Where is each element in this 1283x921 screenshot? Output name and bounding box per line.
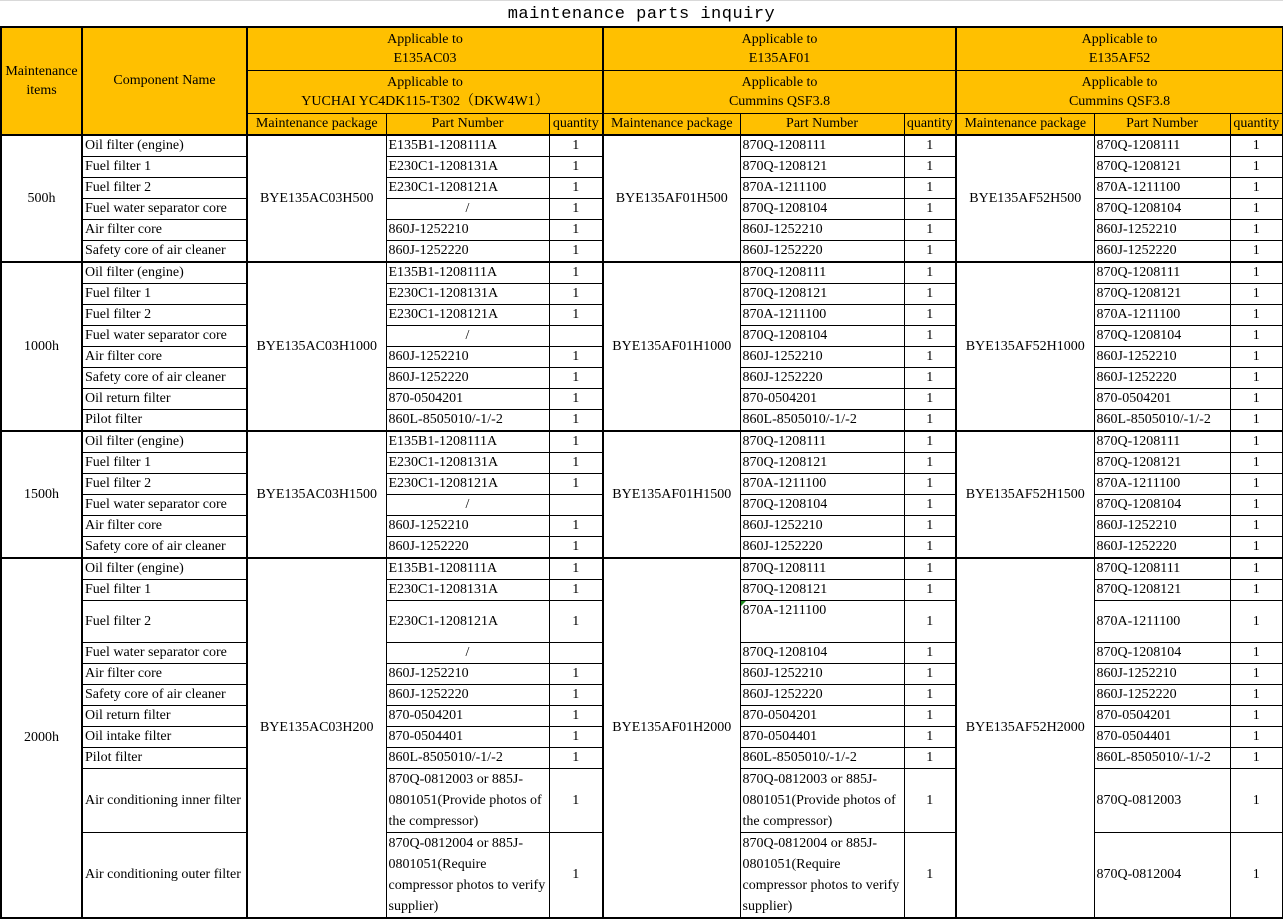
part-number: 870-0504201 — [1094, 389, 1230, 410]
quantity: 1 — [1230, 410, 1283, 432]
quantity: 1 — [1230, 495, 1283, 516]
quantity: 1 — [904, 516, 956, 537]
header-engine-1: Applicable to YUCHAI YC4DK115-T302（DKW4W1） — [247, 71, 603, 114]
part-number: 870Q-1208111 — [740, 431, 904, 453]
part-number: 860J-1252210 — [386, 220, 549, 241]
component-name: Oil return filter — [82, 706, 247, 727]
quantity: 1 — [904, 474, 956, 495]
part-number: 870Q-0812003 — [1094, 769, 1230, 833]
part-number: 870Q-1208111 — [740, 558, 904, 580]
quantity: 1 — [904, 727, 956, 748]
quantity: 1 — [549, 157, 603, 178]
part-number: 870-0504201 — [740, 706, 904, 727]
component-name: Oil intake filter — [82, 727, 247, 748]
quantity: 1 — [904, 558, 956, 580]
quantity: 1 — [1230, 368, 1283, 389]
quantity: 1 — [1230, 326, 1283, 347]
part-number: 870-0504401 — [1094, 727, 1230, 748]
quantity: 1 — [904, 326, 956, 347]
part-number: 860J-1252220 — [386, 241, 549, 263]
quantity: 1 — [549, 284, 603, 305]
quantity: 1 — [549, 664, 603, 685]
part-number: 860L-8505010/-1/-2 — [386, 748, 549, 769]
component-name: Air conditioning inner filter — [82, 769, 247, 833]
subheader-package-1: Maintenance package — [247, 114, 386, 136]
component-name: Air filter core — [82, 220, 247, 241]
component-name: Fuel filter 1 — [82, 580, 247, 601]
header-model-2: Applicable to E135AF01 — [603, 27, 956, 71]
quantity: 1 — [904, 199, 956, 220]
quantity: 1 — [549, 220, 603, 241]
part-number: 870A-1211100 — [740, 474, 904, 495]
part-number: 870A-1211100 — [740, 305, 904, 326]
quantity: 1 — [904, 580, 956, 601]
component-name: Oil filter (engine) — [82, 431, 247, 453]
component-name: Oil return filter — [82, 389, 247, 410]
component-name: Air filter core — [82, 347, 247, 368]
part-number: E230C1-1208131A — [386, 453, 549, 474]
table-row — [1, 558, 1283, 580]
component-name: Safety core of air cleaner — [82, 685, 247, 706]
part-number: E230C1-1208121A — [386, 601, 549, 643]
quantity: 1 — [904, 748, 956, 769]
quantity: 1 — [1230, 389, 1283, 410]
maintenance-interval: 2000h — [1, 558, 82, 918]
part-number: E230C1-1208131A — [386, 284, 549, 305]
quantity: 1 — [549, 453, 603, 474]
quantity: 1 — [549, 727, 603, 748]
quantity: 1 — [549, 178, 603, 199]
component-name: Fuel filter 1 — [82, 284, 247, 305]
component-name: Safety core of air cleaner — [82, 241, 247, 263]
quantity: 1 — [1230, 748, 1283, 769]
quantity: 1 — [904, 706, 956, 727]
component-name: Oil filter (engine) — [82, 262, 247, 284]
quantity: 1 — [1230, 157, 1283, 178]
quantity: 1 — [904, 157, 956, 178]
part-number: 870Q-1208111 — [1094, 135, 1230, 157]
part-number: 870Q-0812003 or 885J-0801051(Provide photos of the compressor) — [740, 769, 904, 833]
maintenance-package: BYE135AF52H2000 — [956, 558, 1094, 918]
quantity: 1 — [904, 389, 956, 410]
component-name: Fuel filter 2 — [82, 474, 247, 495]
part-number: 870Q-1208121 — [740, 157, 904, 178]
quantity: 1 — [1230, 537, 1283, 559]
component-name: Fuel filter 2 — [82, 178, 247, 199]
maintenance-package: BYE135AF01H500 — [603, 135, 740, 262]
component-name: Fuel water separator core — [82, 643, 247, 664]
quantity: 1 — [1230, 706, 1283, 727]
maintenance-package: BYE135AF52H1500 — [956, 431, 1094, 558]
part-number: 870Q-1208104 — [740, 495, 904, 516]
quantity: 1 — [1230, 664, 1283, 685]
part-number: 870-0504201 — [386, 389, 549, 410]
quantity: 1 — [549, 516, 603, 537]
maintenance-interval: 500h — [1, 135, 82, 262]
quantity: 1 — [904, 347, 956, 368]
part-number: E230C1-1208131A — [386, 157, 549, 178]
part-number: 860L-8505010/-1/-2 — [386, 410, 549, 432]
quantity: 1 — [904, 833, 956, 919]
part-number: 860J-1252220 — [1094, 537, 1230, 559]
part-number: 870A-1211100 — [740, 178, 904, 199]
part-number: 860J-1252210 — [740, 220, 904, 241]
part-number: 860J-1252220 — [386, 685, 549, 706]
component-name: Oil filter (engine) — [82, 558, 247, 580]
part-number: 870Q-1208104 — [740, 199, 904, 220]
subheader-package-3: Maintenance package — [956, 114, 1094, 136]
part-number: 870Q-1208111 — [1094, 262, 1230, 284]
part-number: 860J-1252210 — [386, 347, 549, 368]
quantity: 1 — [904, 537, 956, 559]
part-number: 860J-1252220 — [1094, 685, 1230, 706]
part-number: E135B1-1208111A — [386, 558, 549, 580]
subheader-package-2: Maintenance package — [603, 114, 740, 136]
quantity — [549, 495, 603, 516]
part-number: 860J-1252220 — [740, 241, 904, 263]
quantity: 1 — [1230, 453, 1283, 474]
part-number: 870A-1211100 — [1094, 601, 1230, 643]
quantity: 1 — [549, 199, 603, 220]
part-number: 870A-1211100 — [740, 601, 904, 643]
quantity: 1 — [549, 537, 603, 559]
component-name: Oil filter (engine) — [82, 135, 247, 157]
maintenance-package: BYE135AC03H1000 — [247, 262, 386, 431]
header-component-name: Component Name — [82, 27, 247, 135]
quantity: 1 — [549, 389, 603, 410]
maintenance-parts-table — [0, 26, 1283, 919]
part-number: E230C1-1208121A — [386, 305, 549, 326]
quantity: 1 — [904, 241, 956, 263]
quantity: 1 — [549, 769, 603, 833]
subheader-quantity-1: quantity — [549, 114, 603, 136]
part-number: 870Q-1208121 — [1094, 284, 1230, 305]
maintenance-package: BYE135AC03H200 — [247, 558, 386, 918]
sheet-title: maintenance parts inquiry — [0, 0, 1283, 26]
maintenance-package: BYE135AF01H1000 — [603, 262, 740, 431]
quantity: 1 — [549, 431, 603, 453]
component-name: Safety core of air cleaner — [82, 368, 247, 389]
part-number: 870Q-1208104 — [1094, 326, 1230, 347]
component-name: Fuel filter 1 — [82, 453, 247, 474]
quantity: 1 — [1230, 769, 1283, 833]
quantity — [549, 326, 603, 347]
component-name: Fuel water separator core — [82, 495, 247, 516]
part-number: 860J-1252220 — [386, 537, 549, 559]
quantity: 1 — [1230, 305, 1283, 326]
quantity: 1 — [549, 558, 603, 580]
part-number: 870Q-1208121 — [1094, 580, 1230, 601]
quantity: 1 — [549, 241, 603, 263]
part-number: 860J-1252210 — [1094, 347, 1230, 368]
part-number: 870Q-1208104 — [740, 326, 904, 347]
quantity: 1 — [904, 262, 956, 284]
part-number: 860J-1252220 — [386, 368, 549, 389]
part-number: 870A-1211100 — [1094, 474, 1230, 495]
part-number: 860J-1252220 — [1094, 368, 1230, 389]
part-number: 870-0504201 — [1094, 706, 1230, 727]
part-number: 860J-1252210 — [386, 516, 549, 537]
header-model-3: Applicable to E135AF52 — [956, 27, 1283, 71]
part-number: E135B1-1208111A — [386, 431, 549, 453]
part-number: 860J-1252210 — [740, 516, 904, 537]
maintenance-package: BYE135AC03H1500 — [247, 431, 386, 558]
part-number: 860J-1252220 — [740, 685, 904, 706]
maintenance-package: BYE135AF52H1000 — [956, 262, 1094, 431]
part-number: 870-0504401 — [740, 727, 904, 748]
quantity: 1 — [904, 769, 956, 833]
part-number: 860L-8505010/-1/-2 — [740, 748, 904, 769]
quantity: 1 — [549, 368, 603, 389]
component-name: Fuel water separator core — [82, 199, 247, 220]
quantity: 1 — [1230, 516, 1283, 537]
part-number: 860L-8505010/-1/-2 — [1094, 410, 1230, 432]
part-number: E230C1-1208131A — [386, 580, 549, 601]
part-number: / — [386, 643, 549, 664]
quantity: 1 — [904, 135, 956, 157]
component-name: Safety core of air cleaner — [82, 537, 247, 559]
subheader-quantity-3: quantity — [1230, 114, 1283, 136]
quantity: 1 — [904, 305, 956, 326]
component-name: Fuel filter 2 — [82, 305, 247, 326]
quantity: 1 — [1230, 431, 1283, 453]
quantity: 1 — [549, 474, 603, 495]
part-number: 870Q-0812004 or 885J-0801051(Require compressor photos to verify supplier) — [740, 833, 904, 919]
quantity: 1 — [1230, 580, 1283, 601]
quantity: 1 — [904, 685, 956, 706]
part-number: 870Q-1208111 — [740, 262, 904, 284]
quantity: 1 — [1230, 178, 1283, 199]
part-number: 870Q-0812003 or 885J-0801051(Provide photos of the compressor) — [386, 769, 549, 833]
quantity: 1 — [1230, 199, 1283, 220]
part-number: E230C1-1208121A — [386, 474, 549, 495]
quantity: 1 — [549, 347, 603, 368]
subheader-part-number-1: Part Number — [386, 114, 549, 136]
part-number: 870Q-0812004 — [1094, 833, 1230, 919]
quantity: 1 — [1230, 685, 1283, 706]
quantity: 1 — [549, 748, 603, 769]
quantity: 1 — [1230, 347, 1283, 368]
quantity: 1 — [904, 284, 956, 305]
component-name: Fuel water separator core — [82, 326, 247, 347]
part-number: / — [386, 495, 549, 516]
quantity: 1 — [904, 410, 956, 432]
maintenance-package: BYE135AC03H500 — [247, 135, 386, 262]
quantity: 1 — [904, 220, 956, 241]
quantity: 1 — [1230, 474, 1283, 495]
component-name: Air filter core — [82, 516, 247, 537]
part-number: E230C1-1208121A — [386, 178, 549, 199]
quantity: 1 — [1230, 727, 1283, 748]
quantity: 1 — [904, 431, 956, 453]
quantity: 1 — [549, 262, 603, 284]
maintenance-interval: 1000h — [1, 262, 82, 431]
maintenance-interval: 1500h — [1, 431, 82, 558]
part-number: 860J-1252210 — [1094, 220, 1230, 241]
part-number: 860J-1252210 — [1094, 664, 1230, 685]
quantity: 1 — [549, 580, 603, 601]
part-number: 870Q-0812004 or 885J-0801051(Require compressor photos to verify supplier) — [386, 833, 549, 919]
subheader-part-number-3: Part Number — [1094, 114, 1230, 136]
subheader-part-number-2: Part Number — [740, 114, 904, 136]
table-row — [1, 262, 1283, 284]
part-number: 860J-1252220 — [740, 537, 904, 559]
part-number: 870A-1211100 — [1094, 305, 1230, 326]
part-number: 870Q-1208104 — [1094, 495, 1230, 516]
table-row — [1, 135, 1283, 157]
quantity: 1 — [549, 410, 603, 432]
part-number: 870Q-1208121 — [740, 284, 904, 305]
quantity: 1 — [904, 495, 956, 516]
part-number: 870Q-1208104 — [1094, 643, 1230, 664]
part-number: 870-0504201 — [386, 706, 549, 727]
part-number: 860L-8505010/-1/-2 — [740, 410, 904, 432]
quantity: 1 — [1230, 643, 1283, 664]
header-engine-2: Applicable to Cummins QSF3.8 — [603, 71, 956, 114]
quantity: 1 — [549, 601, 603, 643]
quantity: 1 — [549, 833, 603, 919]
quantity: 1 — [1230, 220, 1283, 241]
quantity: 1 — [904, 453, 956, 474]
part-number: 870Q-1208111 — [1094, 431, 1230, 453]
part-number: 860J-1252210 — [740, 347, 904, 368]
header-model-1: Applicable to E135AC03 — [247, 27, 603, 71]
part-number: 870-0504201 — [740, 389, 904, 410]
maintenance-package: BYE135AF01H1500 — [603, 431, 740, 558]
table-body — [1, 135, 1283, 918]
part-number: 860J-1252220 — [740, 368, 904, 389]
part-number: 870-0504401 — [386, 727, 549, 748]
part-number: 860J-1252210 — [386, 664, 549, 685]
quantity: 1 — [1230, 558, 1283, 580]
part-number: E135B1-1208111A — [386, 135, 549, 157]
part-number: / — [386, 199, 549, 220]
quantity: 1 — [1230, 833, 1283, 919]
part-number: 870A-1211100 — [1094, 178, 1230, 199]
quantity: 1 — [1230, 601, 1283, 643]
maintenance-package: BYE135AF52H500 — [956, 135, 1094, 262]
quantity: 1 — [549, 685, 603, 706]
quantity: 1 — [549, 135, 603, 157]
quantity: 1 — [904, 643, 956, 664]
quantity: 1 — [904, 178, 956, 199]
part-number: 870Q-1208111 — [740, 135, 904, 157]
header-engine-3: Applicable to Cummins QSF3.8 — [956, 71, 1283, 114]
part-number: 870Q-1208121 — [1094, 157, 1230, 178]
quantity: 1 — [1230, 135, 1283, 157]
quantity: 1 — [1230, 262, 1283, 284]
component-name: Pilot filter — [82, 748, 247, 769]
header-maintenance-items: Maintenance items — [1, 27, 82, 135]
quantity: 1 — [549, 305, 603, 326]
part-number: / — [386, 326, 549, 347]
quantity: 1 — [904, 664, 956, 685]
part-number: 860J-1252210 — [1094, 516, 1230, 537]
quantity: 1 — [904, 601, 956, 643]
part-number: 870Q-1208121 — [740, 453, 904, 474]
quantity — [549, 643, 603, 664]
component-name: Pilot filter — [82, 410, 247, 432]
part-number: 870Q-1208111 — [1094, 558, 1230, 580]
quantity: 1 — [904, 368, 956, 389]
component-name: Air filter core — [82, 664, 247, 685]
subheader-quantity-2: quantity — [904, 114, 956, 136]
quantity: 1 — [1230, 284, 1283, 305]
quantity: 1 — [549, 706, 603, 727]
maintenance-package: BYE135AF01H2000 — [603, 558, 740, 918]
component-name: Air conditioning outer filter — [82, 833, 247, 919]
part-number: 860J-1252210 — [740, 664, 904, 685]
part-number: 870Q-1208104 — [740, 643, 904, 664]
part-number: 870Q-1208104 — [1094, 199, 1230, 220]
part-number: 870Q-1208121 — [1094, 453, 1230, 474]
table-row — [1, 431, 1283, 453]
part-number: 860L-8505010/-1/-2 — [1094, 748, 1230, 769]
part-number: 860J-1252220 — [1094, 241, 1230, 263]
quantity: 1 — [1230, 241, 1283, 263]
component-name: Fuel filter 1 — [82, 157, 247, 178]
part-number: E135B1-1208111A — [386, 262, 549, 284]
component-name: Fuel filter 2 — [82, 601, 247, 643]
part-number: 870Q-1208121 — [740, 580, 904, 601]
